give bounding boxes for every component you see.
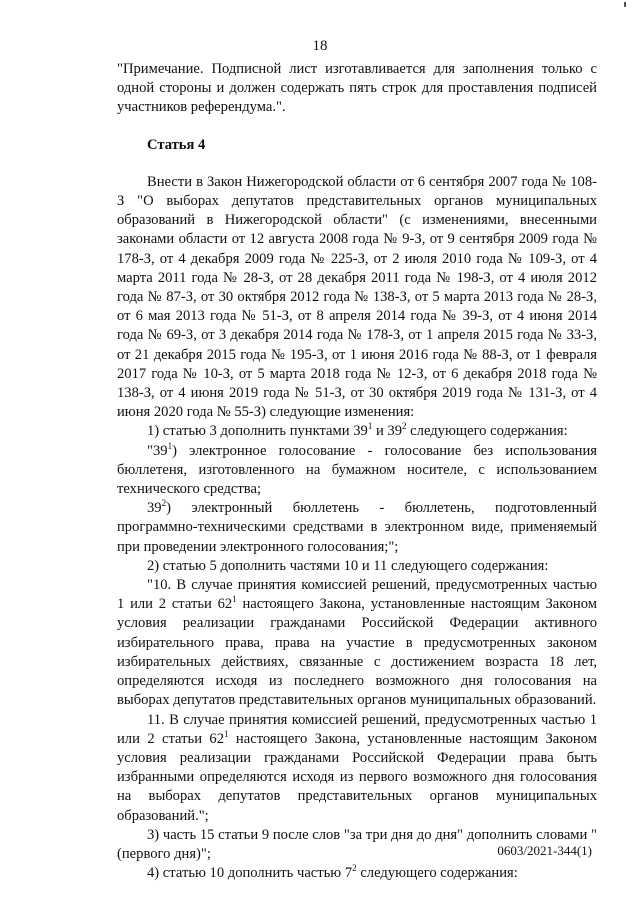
part-10: "10. В случае принятия комиссией решений, предусмотренных частью 1 или 2 статьи $62^1$ настоящего Закона, установленные настоящим Законом условия реализации гражданами Российской Федерации активного избирательного права, права на участие в предусмотренных законом избирательных действиях, связанные с достижением возраста 18 лет, определяются исходя из последнего возможного дня голосования на выборах депутатов представительных органов муниципальных образований. (117, 577, 597, 709)
definition-39-2: $39^2$) электронный бюллетень - бюллетень, подготовленный программно-техническими средствами в электронном виде, применяемый при проведении электронного голосования;"; (117, 498, 597, 555)
item-3: 3) часть 15 статьи 9 после слов "за три дня до дня" дополнить словами "(первого дня)"; (117, 826, 597, 862)
item-1: 1) статью 3 дополнить пунктами $39^1$ и $39^2$ следующего содержания: (147, 421, 568, 440)
part-11: 11. В случае принятия комиссией решений, предусмотренных частью 1 или 2 статьи $62^1$ настоящего Закона, установленные настоящим Законом условия реализации гражданами Российской Федерации права быть избранными определяются исходя из первого возможного дня голосования на выборах депутатов представительных органов муниципальных образований."; (117, 711, 597, 824)
definition-39-1: "$39^1$) электронное голосование - голосование без использования бюллетеня, изготовленного на бумажном носителе, с использованием технического средства; (117, 440, 597, 498)
document-body (117, 60, 597, 883)
intro-paragraph: Внести в Закон Нижегородской области от 6 сентября 2007 года № 108-З "О выборах депутатов представительных органов муниципальных образований в Нижегородской области" (с изменениями, внесенными законами области от 12 августа 2008 года № 9-З, от 9 сентября 2009 года № 178-З, от 4 декабря 2009 года № 225-З, от 2 июля 2010 года № 109-З, от 4 марта 2011 года № 28-З, от 28 декабря 2011 года № 198-З, от 4 июля 2012 года № 87-З, от 30 октября 2012 года № 138-З, от 5 марта 2013 года № 28-З, от 6 мая 2013 года № 51-З, от 8 апреля 2014 года № 39-З, от 4 июня 2014 года № 69-З, от 3 декабря 2014 года № 178-З, от 1 апреля 2015 года № 33-З, от 21 декабря 2015 года № 195-З, от 1 июня 2016 года № 88-З, от 1 февраля 2017 года № 10-З, от 5 марта 2018 года № 12-З, от 6 декабря 2018 года № 138-З, от 4 июня 2019 года № 51-З, от 30 октября 2019 года № 131-З, от 4 июня 2020 года № 55-З) следующие изменения: (117, 173, 597, 421)
article-heading: Статья 4 (147, 136, 206, 153)
page-number: 18 (312, 38, 328, 54)
item-2: 2) статью 5 дополнить частями 10 и 11 следующего содержания: (147, 557, 549, 574)
document-code: 0603/2021-344(1) (497, 843, 592, 858)
item-4: 4) статью 10 дополнить частью $7^2$ следующего содержания: (147, 863, 518, 882)
note-paragraph: "Примечание. Подписной лист изготавливается для заполнения только с одной стороны и должен содержать пять строк для проставления подписей участников референдума.". (117, 61, 597, 116)
scan-mark (624, 2, 626, 7)
